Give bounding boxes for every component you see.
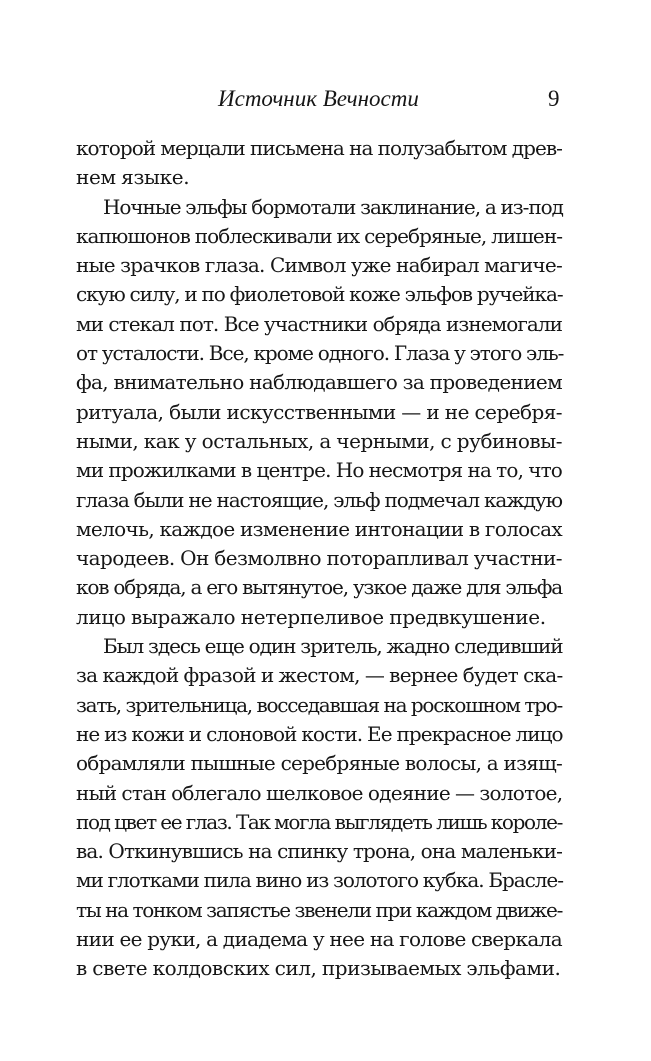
- text-line: в свете колдовских сил, призываемых эльфами.: [76, 956, 561, 981]
- text-line: ми стекал пот. Все участники обряда изнемогали: [76, 311, 562, 336]
- text-line: под цвет ее глаз. Так могла выглядеть лишь короле-: [76, 809, 562, 834]
- running-title: Источник Вечности: [218, 86, 419, 111]
- text-line: чародеев. Он безмолвно поторапливал участни-: [76, 546, 562, 571]
- text-line: ритуала, были искусственными — и не серебря-: [76, 399, 562, 424]
- text-line: которой мерцали письмена на полузабытом древ-: [76, 136, 562, 160]
- text-line: Был здесь еще один зритель, жадно следивший: [103, 634, 563, 659]
- text-line: нии ее руки, а диадема у нее на голове сверкала: [76, 927, 562, 952]
- text-line: обрамляли пышные серебряные волосы, а изящ-: [76, 751, 562, 776]
- text-line: ва. Откинувшись на спинку трона, она маленьки-: [76, 839, 562, 864]
- text-line: ми прожилками в центре. Но несмотря на то, что: [76, 458, 562, 483]
- text-line: ными, как у остальных, а черными, с рубиновы-: [76, 428, 562, 453]
- text-line: мелочь, каждое изменение интонации в голосах: [76, 516, 562, 541]
- text-line: фа, внимательно наблюдавшего за проведением: [76, 370, 562, 395]
- text-line: зать, зрительница, восседавшая на роскошном тро-: [76, 692, 562, 717]
- text-line: ков обряда, а его вытянутое, узкое даже для эльфа: [76, 575, 562, 600]
- text-line: ми глотками пила вино из золотого кубка. Брасле-: [76, 868, 563, 893]
- text-line: нем языке.: [76, 165, 190, 190]
- text-line: от усталости. Все, кроме одного. Глаза у этого эль-: [76, 341, 564, 366]
- text-line: Ночные эльфы бормотали заклинание, а из-под: [103, 194, 563, 219]
- page-header: [0, 84, 651, 114]
- body-text: [76, 134, 562, 984]
- text-line: за каждой фразой и жестом, — вернее будет ска-: [76, 663, 563, 688]
- text-line: ный стан облегало шелковое одеяние — золотое,: [76, 780, 563, 805]
- text-line: ты на тонком запястье звенели при каждом движе-: [76, 897, 563, 922]
- text-line: ные зрачков глаза. Символ уже набирал магиче-: [76, 253, 562, 278]
- page-number: 9: [548, 86, 560, 111]
- text-line: капюшонов поблескивали их серебряные, лишен-: [76, 223, 563, 248]
- text-line: скую силу, и по фиолетовой коже эльфов ручейка-: [76, 282, 563, 307]
- text-line: не из кожи и слоновой кости. Ее прекрасное лицо: [76, 721, 563, 746]
- text-line: глаза были не настоящие, эльф подмечал каждую: [76, 487, 562, 512]
- text-line: лицо выражало нетерпеливое предвкушение.: [76, 604, 546, 629]
